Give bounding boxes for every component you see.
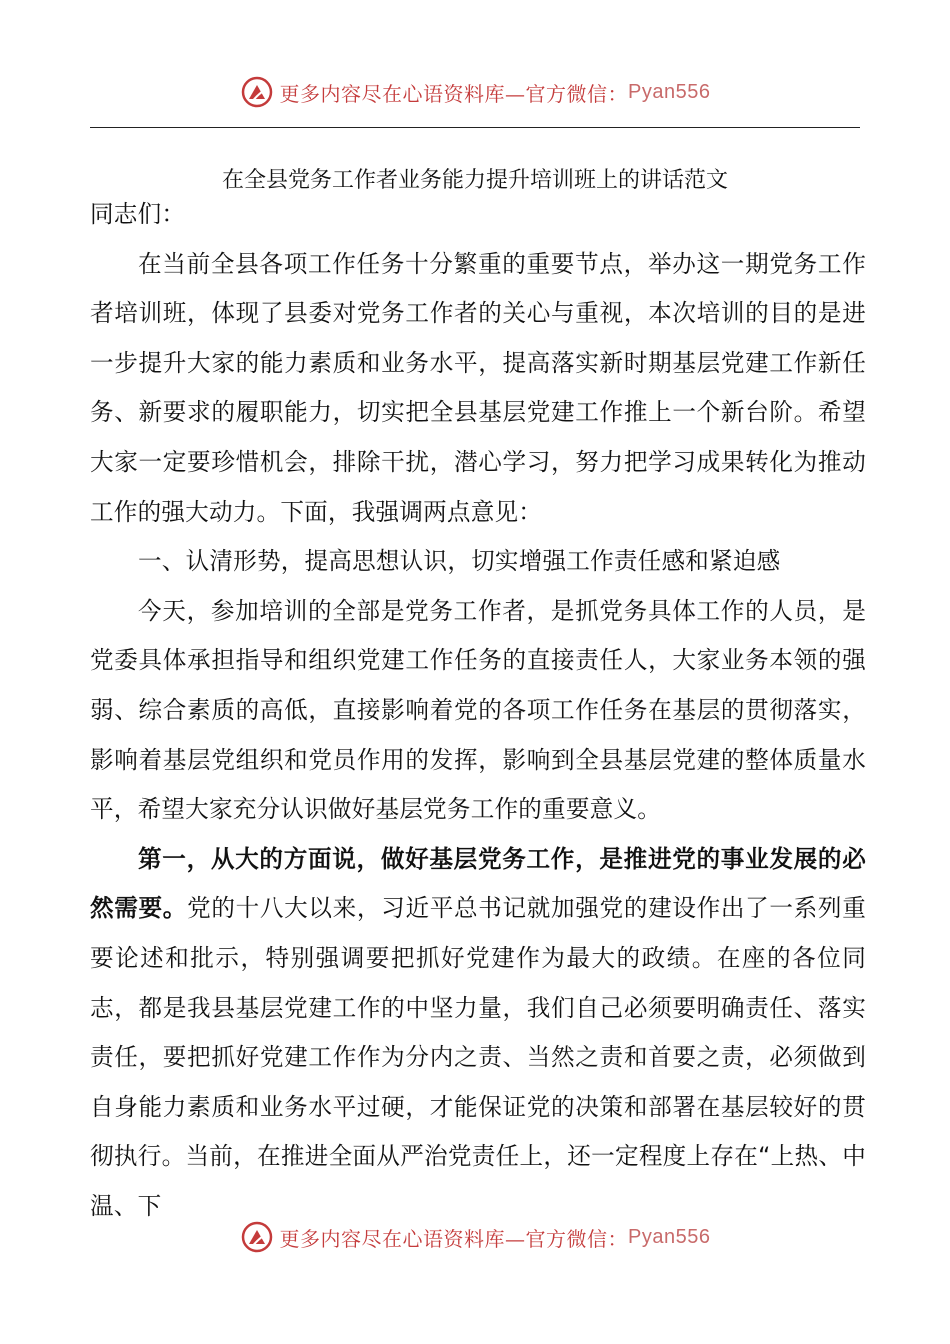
section-heading-1: 一、认清形势，提高思想认识，切实增强工作责任感和紧迫感 <box>138 547 781 576</box>
paragraph-1: 在当前全县各项工作任务十分繁重的重要节点，举办这一期党务工作者培训班，体现了县委对党务工作者的关心与重视，本次培训的目的是进一步提升大家的能力素质和业务水平，提高落实新时期基层党建工作新任务、新要求的履职能力，切实把全县基层党建工作推上一个新台阶。希望大家一定要珍惜机会，排除干扰，潜心学习，努力把学习成果转化为推动工作的强大动力。下面，我强调两点意见： <box>90 249 866 526</box>
footer-watermark <box>0 1217 950 1257</box>
document-title: 在全县党务工作者业务能力提升培训班上的讲话范文 <box>221 168 728 193</box>
watermark-handle: Pyan556 <box>628 80 711 103</box>
header-rule <box>90 127 860 128</box>
watermark-text: 更多内容尽在心语资料库—官方微信： <box>279 81 629 106</box>
paragraph-3 <box>90 835 866 1232</box>
logo-icon <box>240 1220 274 1254</box>
paragraph-3-lead: 第一，从大的方面说，做好基层党务工作，是推进党的事业发展的必然需要。 <box>90 844 866 923</box>
paragraph-2: 今天，参加培训的全部是党务工作者，是抓党务具体工作的人员，是党委具体承担指导和组织党建工作任务的直接责任人，大家业务本领的强弱、综合素质的高低，直接影响着党的各项工作任务在基层的贯彻落实，影响着基层党组织和党员作用的发挥，影响到全县基层党建的整体质量水平，希望大家充分认识做好基层党务工作的重要意义。 <box>90 596 866 824</box>
watermark-handle: Pyan556 <box>628 1225 711 1248</box>
document-body <box>90 190 866 1231</box>
watermark-text: 更多内容尽在心语资料库—官方微信： <box>279 1226 629 1251</box>
header-watermark <box>0 72 950 112</box>
logo-icon <box>240 75 274 109</box>
salutation: 同志们： <box>90 200 186 228</box>
paragraph-3-body: 党的十八大以来，习近平总书记就加强党的建设作出了一系列重要论述和批示，特别强调要把抓好党建作为最大的政绩。在座的各位同志，都是我县基层党建工作的中坚力量，我们自己必须要明确责任、落实责任，要把抓好党建工作作为分内之责、当然之责和首要之责，必须做到自身能力素质和业务水平过硬，才能保证党的决策和部署在基层较好的贯彻执行。当前，在推进全面从严治党责任上，还一定程度上存在“上热、中温、下 <box>90 894 866 1220</box>
